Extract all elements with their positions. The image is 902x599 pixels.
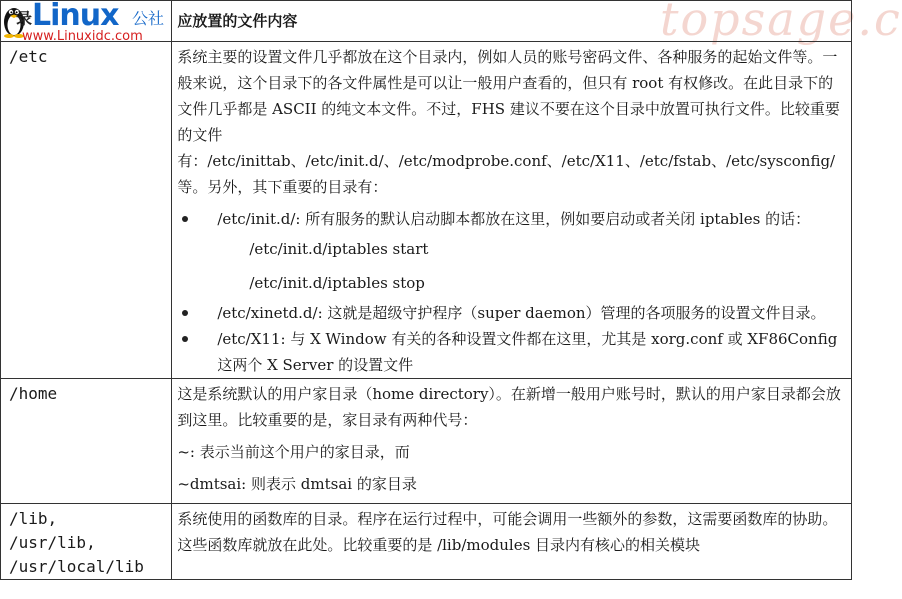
desc-paragraph: 系统主要的设置文件几乎都放在这个目录内，例如人员的账号密码文件、各种服务的起始文件等。一般来说，这个目录下的各文件属性是可以让一般用户查看的，但只有 root 有权修改。在此目录下的文件几乎都是 ASCII 的纯文本文件。不过，FHS 建议不要在这个目录中放置可执行文件。比较重要的文件有：/etc/inittab、/etc/init.d/、/etc/modprobe.conf、/etc/X11、/etc/fstab、/etc/sysconfig/ 等。另外，其下重要的目录有： bbox=[177, 48, 840, 196]
dir-path: /home bbox=[9, 384, 58, 403]
desc-cell bbox=[172, 379, 852, 504]
bullet-text: /etc/init.d/: 所有服务的默认启动脚本都放在这里，例如要启动或者关闭 iptables 的话： bbox=[217, 210, 811, 228]
table-row-home bbox=[1, 379, 852, 504]
dir-path-line: /lib, bbox=[9, 509, 58, 528]
bullet-item bbox=[177, 300, 847, 326]
desc-cell bbox=[172, 42, 852, 379]
command-line: /etc/init.d/iptables stop bbox=[249, 274, 425, 292]
bullet-icon bbox=[182, 310, 188, 316]
site-logo bbox=[2, 2, 178, 44]
logo-linux: Linux bbox=[32, 0, 119, 33]
logo-url: www.Linuxidc.com bbox=[22, 29, 143, 44]
logo-gongshe: 公社 bbox=[132, 9, 165, 28]
bullet-icon bbox=[182, 336, 188, 342]
bullet-text: /etc/X11: 与 X Window 有关的各种设置文件都在这里，尤其是 xorg.conf 或 XF86Config 这两个 X Server 的设置文件 bbox=[217, 330, 838, 374]
dir-cell bbox=[1, 42, 172, 379]
watermark-text: topsage.c bbox=[660, 0, 902, 46]
desc-line: ~: 表示当前这个用户的家目录，而 bbox=[177, 443, 410, 461]
dir-path-line: /usr/lib, bbox=[9, 533, 96, 552]
dir-cell bbox=[1, 379, 172, 504]
table-row-lib bbox=[1, 504, 852, 580]
dir-cell bbox=[1, 504, 172, 580]
dir-path-line: /usr/local/lib bbox=[9, 557, 144, 576]
command-line: /etc/init.d/iptables start bbox=[249, 240, 429, 258]
desc-paragraph: 系统使用的函数库的目录。程序在运行过程中，可能会调用一些额外的参数，这需要函数库的协助。这些函数库就放在此处。比较重要的是 /lib/modules 目录内有核心的相关模块 bbox=[177, 510, 838, 554]
dir-path bbox=[1, 504, 171, 579]
logo-char: 录 bbox=[16, 9, 33, 28]
desc-line: ~dmtsai: 则表示 dmtsai 的家目录 bbox=[177, 475, 417, 493]
bullet-text: /etc/xinetd.d/: 这就是超级守护程序（super daemon）管理的各项服务的设置文件目录。 bbox=[217, 304, 826, 322]
bullet-icon bbox=[182, 216, 188, 222]
desc-cell bbox=[172, 504, 852, 580]
header-cell-content: 应放置的文件内容 bbox=[172, 1, 852, 42]
dir-path: /etc bbox=[9, 47, 48, 66]
bullet-item bbox=[177, 206, 847, 232]
bullet-item bbox=[177, 326, 847, 378]
table-row-etc bbox=[1, 42, 852, 379]
desc-paragraph: 这是系统默认的用户家目录（home directory）。在新增一般用户账号时，默认的用户家目录都会放到这里。比较重要的是，家目录有两种代号： bbox=[177, 385, 841, 429]
